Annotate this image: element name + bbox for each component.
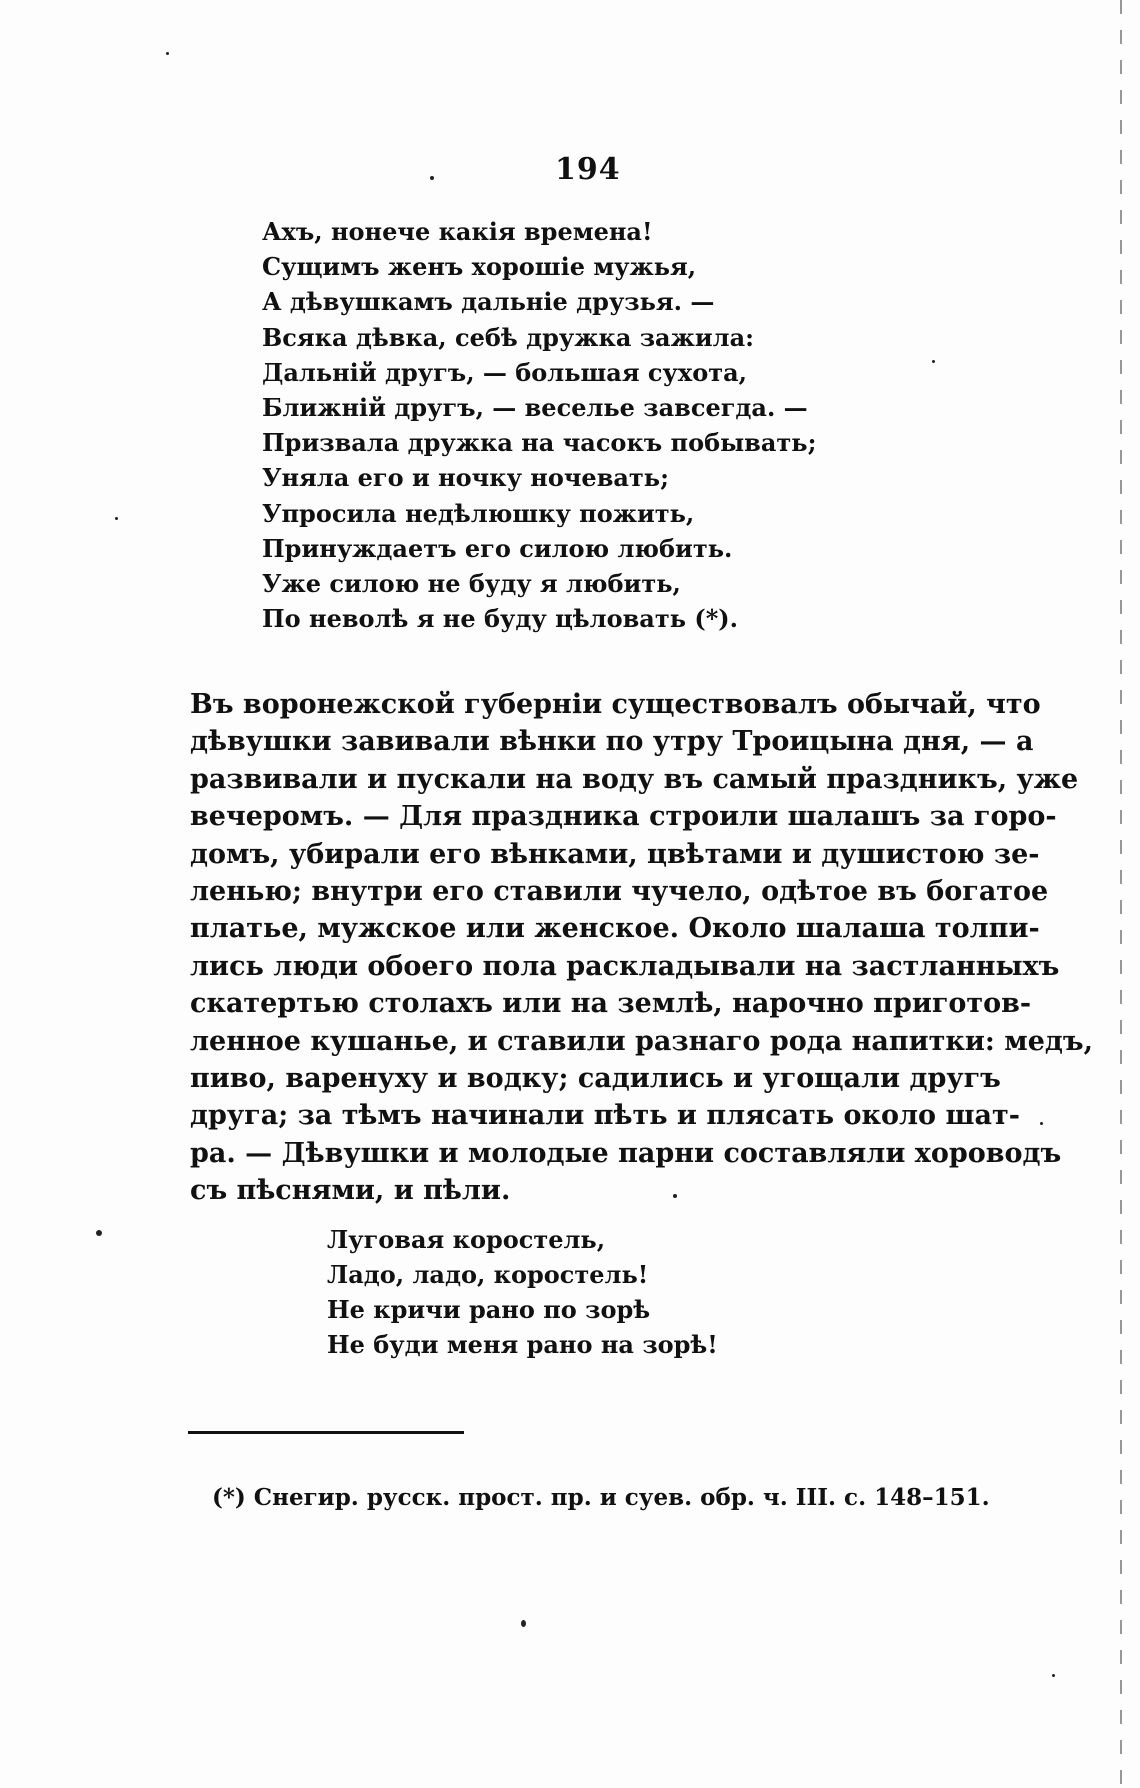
prose-line: домъ, убирали его вѣнками, цвѣтами и душистою зе- <box>190 838 1040 870</box>
prose-line: друга; за тѣмъ начинали пѣть и плясать около шат- <box>190 1100 1020 1132</box>
print-speck <box>932 360 935 363</box>
prose-line: ленью; внутри его ставили чучело, одѣтое въ богатое <box>190 876 1049 908</box>
poem-line: А дѣвушкамъ дальнiе друзья. — <box>262 287 715 317</box>
prose-line: вечеромъ. — Для праздника строили шалашъ за горо- <box>190 801 1057 833</box>
poem-line: Не буди меня рано на зорѣ! <box>327 1330 718 1359</box>
page-edge-border <box>1120 0 1122 1788</box>
poem-line: Не кричи рано по зорѣ <box>327 1295 651 1324</box>
print-speck <box>1052 1674 1055 1677</box>
prose-line: развивали и пускали на воду въ самый праздникъ, уже <box>190 763 1079 795</box>
prose-line: дѣвушки завивали вѣнки по утру Троицына дня, — а <box>190 726 1034 758</box>
print-speck <box>115 517 118 520</box>
poem-line: Сущимъ женъ хорошiе мужья, <box>262 252 697 282</box>
print-speck <box>430 176 434 180</box>
poem-line: Ближнiй другъ, — веселье завсегда. — <box>262 393 808 423</box>
prose-line: ленное кушанье, и ставили разнаго рода напитки: медъ, <box>190 1025 1094 1057</box>
poem-line: Уже силою не буду я любить, <box>262 569 681 599</box>
prose-line: пиво, варенуху и водку; садились и угощали другъ <box>190 1063 1001 1095</box>
poem-line: Луговая коростель, <box>327 1225 606 1254</box>
print-speck <box>166 52 169 55</box>
prose-line: съ пѣснями, и пѣли. <box>190 1175 511 1207</box>
page-number: 194 <box>555 152 621 187</box>
poem-line: Призвала дружка на часокъ побывать; <box>262 428 817 458</box>
poem-line: Принуждаетъ его силою любить. <box>262 533 733 563</box>
poem-line: Дальнiй другъ, — большая сухота, <box>262 357 747 387</box>
prose-paragraph <box>190 686 1094 1210</box>
poem-line: Всяка дѣвка, себѣ дружка зажила: <box>262 322 754 352</box>
footnote-separator <box>188 1431 464 1434</box>
poem-line: По неволѣ я не буду цѣловать (*). <box>262 604 738 634</box>
print-speck <box>1040 1122 1043 1125</box>
poem-line: Ладо, ладо, коростель! <box>327 1260 649 1289</box>
poem-line: Ахъ, нонече какiя времена! <box>262 217 653 246</box>
print-speck <box>673 1194 677 1198</box>
prose-line: лись люди обоего пола раскладывали на застланныхъ <box>190 950 1060 982</box>
footnote: (*) Снегир. русск. прост. пр. и суев. обр. ч. III. с. 148–151. <box>212 1484 990 1511</box>
poem-first <box>262 214 822 636</box>
prose-line: ра. — Дѣвушки и молодые парни составляли хороводъ <box>190 1137 1062 1169</box>
prose-line: Въ воронежской губернiи существовалъ обычай, что <box>190 689 1041 720</box>
prose-line: скатертью столахъ или на землѣ, нарочно приготов- <box>190 988 1032 1020</box>
poem-second <box>327 1222 787 1362</box>
poem-line: Упросила недѣлюшку пожить, <box>262 498 695 528</box>
print-speck <box>521 1620 526 1627</box>
prose-line: платье, мужское или женское. Около шалаша толпи- <box>190 913 1040 945</box>
print-speck <box>96 1230 102 1236</box>
poem-line: Уняла его и ночку ночевать; <box>262 463 669 493</box>
